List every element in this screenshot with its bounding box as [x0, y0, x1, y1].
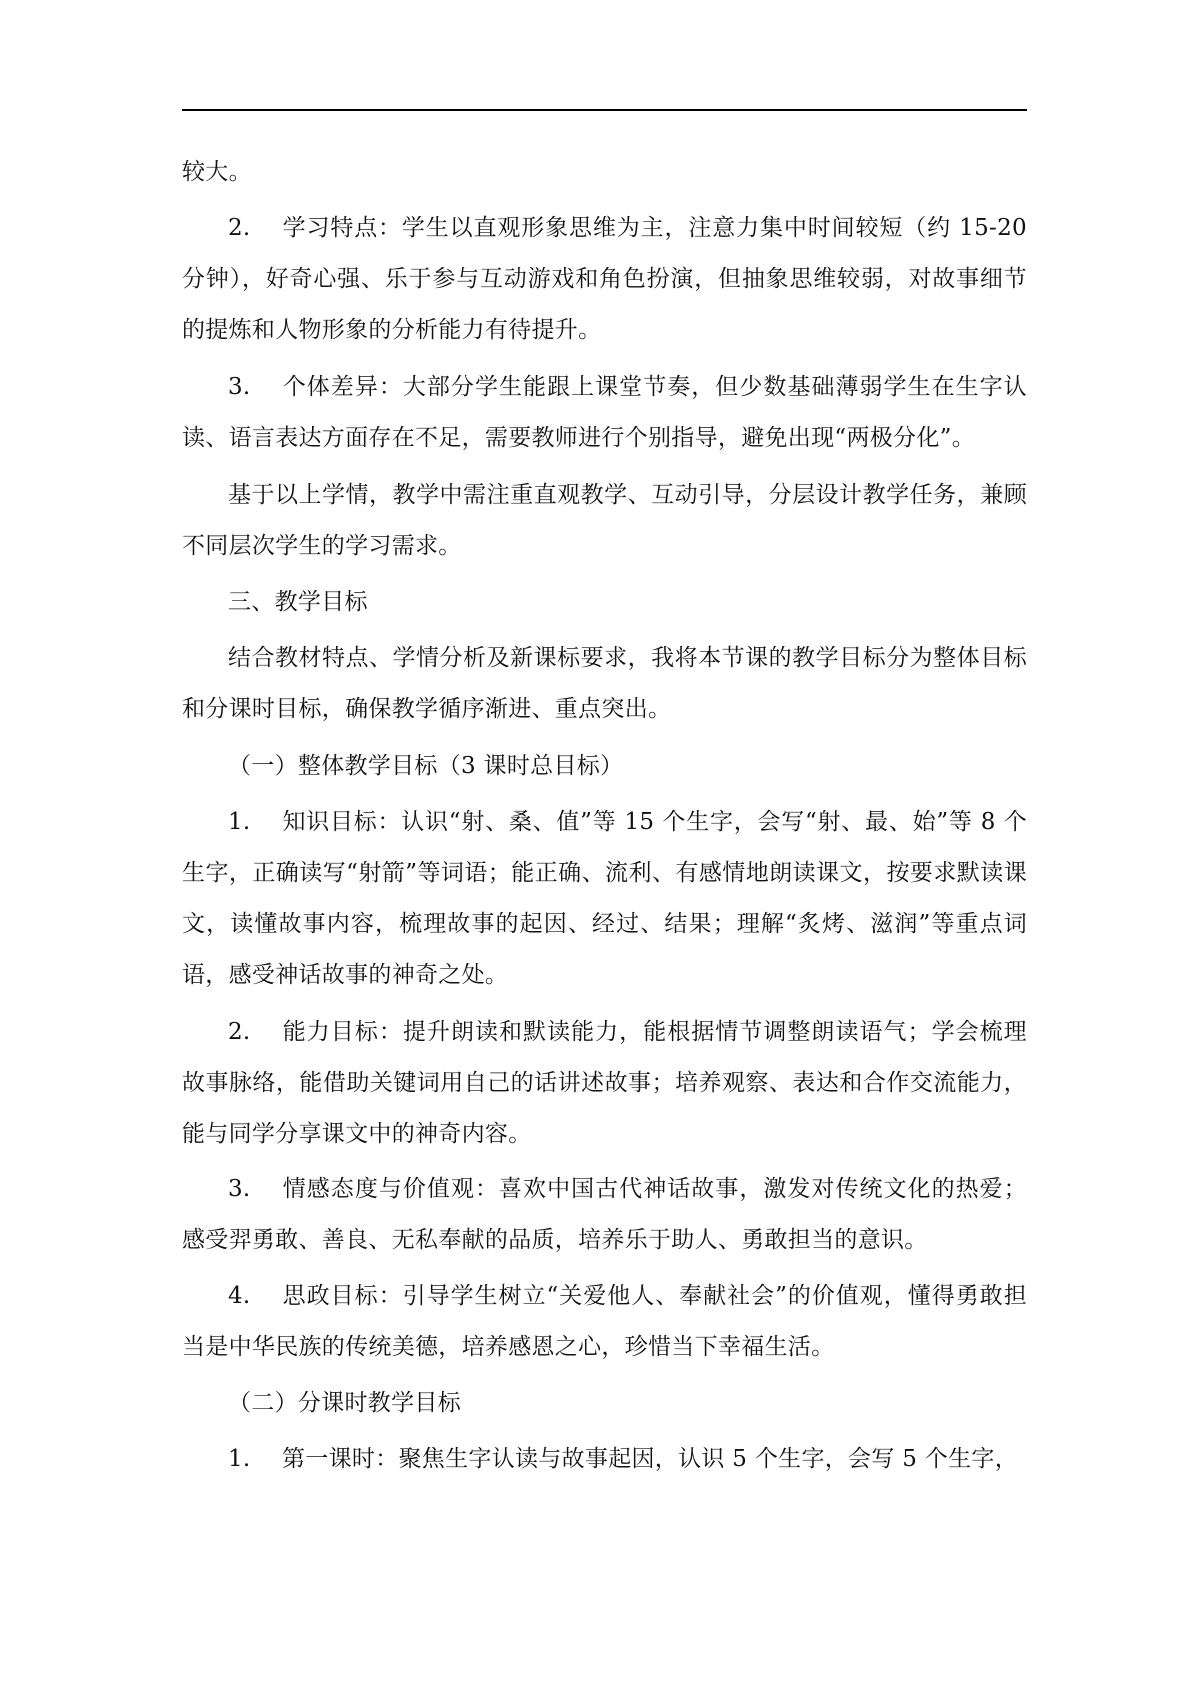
- list-number: 3.: [228, 374, 251, 400]
- subheading-overall-goals: [182, 741, 1027, 792]
- list-item-ideology-goal: [182, 1271, 1027, 1373]
- paragraph-intro: [182, 633, 1027, 735]
- paragraph-text: 能力目标：提升朗读和默读能力，能根据情节调整朗读语气；学会梳理故事脉络，能借助关键词用自己的话讲述故事；培养观察、表达和合作交流能力，能与同学分享课文中的神奇内容。: [182, 1019, 1027, 1147]
- list-item-emotion-goal: [182, 1164, 1027, 1266]
- list-number: 1.: [228, 1446, 251, 1472]
- heading-text: （二）分课时教学目标: [228, 1390, 461, 1416]
- list-number: 1.: [228, 809, 251, 835]
- list-number: 3.: [228, 1176, 251, 1202]
- list-number: 4.: [228, 1283, 251, 1309]
- section-heading-teaching-goals: [182, 577, 1027, 628]
- list-item-first-lesson: [182, 1434, 1027, 1485]
- paragraph-text: 个体差异：大部分学生能跟上课堂节奏，但少数基础薄弱学生在生字认读、语言表达方面存在不足，需要教师进行个别指导，避免出现“两极分化”。: [182, 374, 1027, 451]
- paragraph-text: 知识目标：认识“射、桑、值”等 15 个生字，会写“射、最、始”等 8 个生字，正确读写“射箭”等词语；能正确、流利、有感情地朗读课文，按要求默读课文，读懂故事内容，梳理故事的起因、经过、结果；理解“炙烤、滋润”等重点词语，感受神话故事的神奇之处。: [182, 809, 1027, 988]
- subheading-lesson-goals: [182, 1378, 1027, 1429]
- list-item-individual-differences: [182, 362, 1027, 464]
- list-item-learning-features: [182, 203, 1027, 356]
- paragraph-text: 学习特点：学生以直观形象思维为主，注意力集中时间较短（约 15-20 分钟），好奇心强、乐于参与互动游戏和角色扮演，但抽象思维较弱，对故事细节的提炼和人物形象的分析能力有待提升。: [182, 215, 1027, 343]
- paragraph-continuation: [182, 147, 1027, 198]
- paragraph-text: 基于以上学情，教学中需注重直观教学、互动引导，分层设计教学任务，兼顾不同层次学生的学习需求。: [182, 482, 1027, 559]
- list-number: 2.: [228, 1019, 251, 1045]
- header-rule: [182, 109, 1027, 111]
- heading-text: 三、教学目标: [228, 589, 368, 615]
- list-number: 2.: [228, 215, 251, 241]
- paragraph-text: 结合教材特点、学情分析及新课标要求，我将本节课的教学目标分为整体目标和分课时目标，确保教学循序渐进、重点突出。: [182, 645, 1027, 722]
- list-item-ability-goal: [182, 1007, 1027, 1160]
- heading-text: （一）整体教学目标（3 课时总目标）: [228, 753, 624, 779]
- paragraph-text: 第一课时：聚焦生字认读与故事起因，认识 5 个生字，会写 5 个生字，: [282, 1446, 1019, 1472]
- paragraph-text: 情感态度与价值观：喜欢中国古代神话故事，激发对传统文化的热爱；感受羿勇敢、善良、无私奉献的品质，培养乐于助人、勇敢担当的意识。: [182, 1176, 1027, 1253]
- paragraph-text: 思政目标：引导学生树立“关爱他人、奉献社会”的价值观，懂得勇敢担当是中华民族的传统美德，培养感恩之心，珍惜当下幸福生活。: [182, 1283, 1027, 1360]
- list-item-knowledge-goal: [182, 797, 1027, 1001]
- paragraph-summary: [182, 470, 1027, 572]
- paragraph-text: 较大。: [182, 159, 252, 185]
